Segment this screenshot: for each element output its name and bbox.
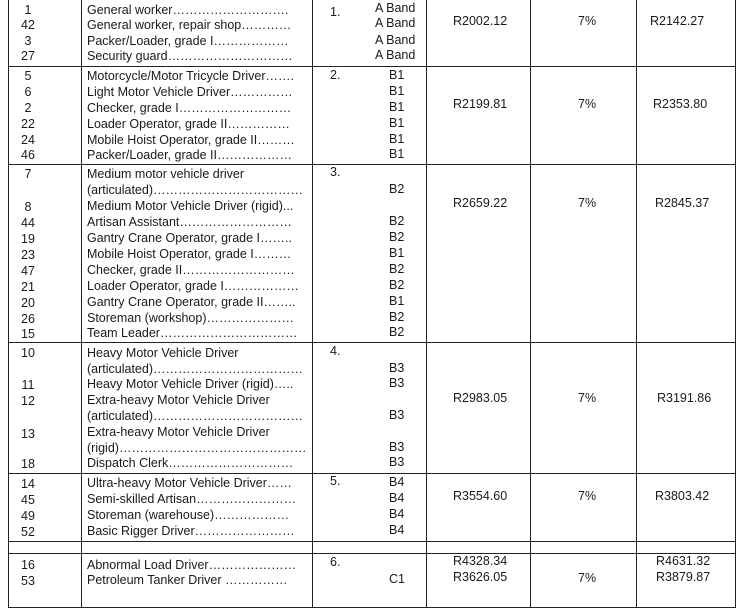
increase-percent: 7% <box>578 571 597 585</box>
job-number: 10 <box>21 346 35 360</box>
job-number: 23 <box>21 248 35 262</box>
job-title: Storeman (warehouse)……………… <box>87 508 290 522</box>
job-number: 47 <box>21 264 35 278</box>
band: C1 <box>389 572 405 586</box>
job-title: Packer/Loader, grade I……………… <box>87 34 289 48</box>
group-number: 4. <box>330 344 341 358</box>
new-wage: R3803.42 <box>655 489 710 503</box>
row-divider <box>8 541 736 542</box>
old-wage: R2199.81 <box>453 97 508 111</box>
band: B3 <box>389 408 405 422</box>
group-number: 3. <box>330 165 341 179</box>
band: B2 <box>389 310 405 324</box>
job-title: Security guard………………………… <box>87 49 293 63</box>
band: B1 <box>389 100 405 114</box>
job-title: Gantry Crane Operator, grade II…….. <box>87 295 296 309</box>
job-number: 8 <box>24 200 32 214</box>
row-divider <box>8 66 736 67</box>
job-title: General worker, repair shop………… <box>87 18 292 32</box>
new-wage: R3191.86 <box>657 391 712 405</box>
band: B2 <box>389 325 405 339</box>
job-title: Ultra-heavy Motor Vehicle Driver…… <box>87 476 292 490</box>
band: B1 <box>389 147 405 161</box>
band: B3 <box>389 440 405 454</box>
job-number: 16 <box>21 558 35 572</box>
job-number: 13 <box>21 427 35 441</box>
band: B4 <box>389 523 405 537</box>
group-number: 2. <box>330 68 341 82</box>
new-wage: R2845.37 <box>655 196 710 210</box>
band: B1 <box>389 246 405 260</box>
job-number: 6 <box>24 85 32 99</box>
row-divider <box>8 553 736 554</box>
job-number: 7 <box>24 167 32 181</box>
old-wage: R4328.34 <box>453 554 508 568</box>
job-title: Light Motor Vehicle Driver…………… <box>87 85 293 99</box>
band: B1 <box>389 116 405 130</box>
job-title: Basic Rigger Driver…………………… <box>87 524 295 538</box>
column-divider <box>81 0 82 608</box>
column-divider <box>426 0 427 608</box>
band: B1 <box>389 84 405 98</box>
row-divider <box>8 342 736 343</box>
band: B2 <box>389 278 405 292</box>
increase-percent: 7% <box>578 14 597 28</box>
job-title: Heavy Motor Vehicle Driver (rigid)….. <box>87 377 294 391</box>
job-number: 20 <box>21 296 35 310</box>
job-title: Storeman (workshop)………………… <box>87 311 294 325</box>
new-wage: R2353.80 <box>653 97 708 111</box>
job-number: 49 <box>21 509 35 523</box>
band: B4 <box>389 491 405 505</box>
job-title: Semi-skilled Artisan…………………… <box>87 492 297 506</box>
job-number: 26 <box>21 312 35 326</box>
job-title: Extra-heavy Motor Vehicle Driver <box>87 393 270 407</box>
new-wage: R3879.87 <box>656 570 711 584</box>
job-title: Medium Motor Vehicle Driver (rigid)... <box>87 199 294 213</box>
job-title: Loader Operator, grade I……………… <box>87 279 299 293</box>
band: B2 <box>389 182 405 196</box>
column-divider <box>312 0 313 608</box>
job-number: 27 <box>21 49 35 63</box>
job-title-continued: (articulated)……………………………… <box>87 183 303 197</box>
column-divider <box>636 0 637 608</box>
row-divider <box>8 473 736 474</box>
job-number: 53 <box>21 574 35 588</box>
job-number: 24 <box>21 133 35 147</box>
job-title: Checker, grade II……………………… <box>87 263 295 277</box>
band: B3 <box>389 376 405 390</box>
job-number: 45 <box>21 493 35 507</box>
job-number: 12 <box>21 394 35 408</box>
job-number: 46 <box>21 148 35 162</box>
job-title: Team Leader…………………………… <box>87 326 298 340</box>
group-number: 6. <box>330 555 341 569</box>
job-title: Medium motor vehicle driver <box>87 167 244 181</box>
group-number: 5. <box>330 474 341 488</box>
job-number: 3 <box>24 34 32 48</box>
increase-percent: 7% <box>578 97 597 111</box>
job-title: Abnormal Load Driver………………… <box>87 558 297 572</box>
job-title: Heavy Motor Vehicle Driver <box>87 346 239 360</box>
band: B2 <box>389 230 405 244</box>
new-wage: R2142.27 <box>650 14 705 28</box>
band: B1 <box>389 132 405 146</box>
band: B3 <box>389 455 405 469</box>
job-title-continued: (articulated)……………………………… <box>87 409 303 423</box>
increase-percent: 7% <box>578 196 597 210</box>
band: A Band <box>375 16 416 30</box>
job-title: Petroleum Tanker Driver …………… <box>87 573 288 587</box>
increase-percent: 7% <box>578 489 597 503</box>
job-title: Checker, grade I……………………… <box>87 101 292 115</box>
group-number: 1. <box>330 5 341 19</box>
job-number: 19 <box>21 232 35 246</box>
job-title-continued: (articulated)……………………………… <box>87 362 303 376</box>
band: B4 <box>389 507 405 521</box>
band: B3 <box>389 361 405 375</box>
band: B2 <box>389 262 405 276</box>
job-number: 44 <box>21 216 35 230</box>
band: A Band <box>375 1 416 15</box>
row-divider <box>8 164 736 165</box>
job-title: General worker………………………. <box>87 3 289 17</box>
job-title: Mobile Hoist Operator, grade II……… <box>87 133 295 147</box>
band: B1 <box>389 294 405 308</box>
new-wage: R4631.32 <box>656 554 711 568</box>
job-title: Loader Operator, grade II…………… <box>87 117 290 131</box>
job-number: 14 <box>21 477 35 491</box>
old-wage: R3554.60 <box>453 489 508 503</box>
table-border-bottom <box>8 607 736 608</box>
band: B4 <box>389 475 405 489</box>
job-number: 1 <box>24 3 32 17</box>
old-wage: R2659.22 <box>453 196 508 210</box>
job-number: 21 <box>21 280 35 294</box>
band: A Band <box>375 48 416 62</box>
job-title: Mobile Hoist Operator, grade I……… <box>87 247 292 261</box>
old-wage: R3626.05 <box>453 570 508 584</box>
increase-percent: 7% <box>578 391 597 405</box>
old-wage: R2002.12 <box>453 14 508 28</box>
band: A Band <box>375 33 416 47</box>
job-number: 52 <box>21 525 35 539</box>
job-title: Gantry Crane Operator, grade I…….. <box>87 231 292 245</box>
job-number: 11 <box>21 378 35 392</box>
job-title: Dispatch Clerk………………………… <box>87 456 294 470</box>
band: B2 <box>389 214 405 228</box>
job-title: Extra-heavy Motor Vehicle Driver <box>87 425 270 439</box>
job-number: 18 <box>21 457 35 471</box>
job-number: 2 <box>24 101 32 115</box>
job-number: 15 <box>21 327 35 341</box>
job-number: 42 <box>21 18 35 32</box>
job-title: Packer/Loader, grade II……………… <box>87 148 292 162</box>
column-divider <box>530 0 531 608</box>
job-title: Artisan Assistant……………………… <box>87 215 292 229</box>
job-number: 22 <box>21 117 35 131</box>
job-title-continued: (rigid)……………………………………… <box>87 441 307 455</box>
job-number: 5 <box>24 69 32 83</box>
old-wage: R2983.05 <box>453 391 508 405</box>
table-border-right <box>735 0 736 608</box>
band: B1 <box>389 68 405 82</box>
job-title: Motorcycle/Motor Tricycle Driver……. <box>87 69 294 83</box>
